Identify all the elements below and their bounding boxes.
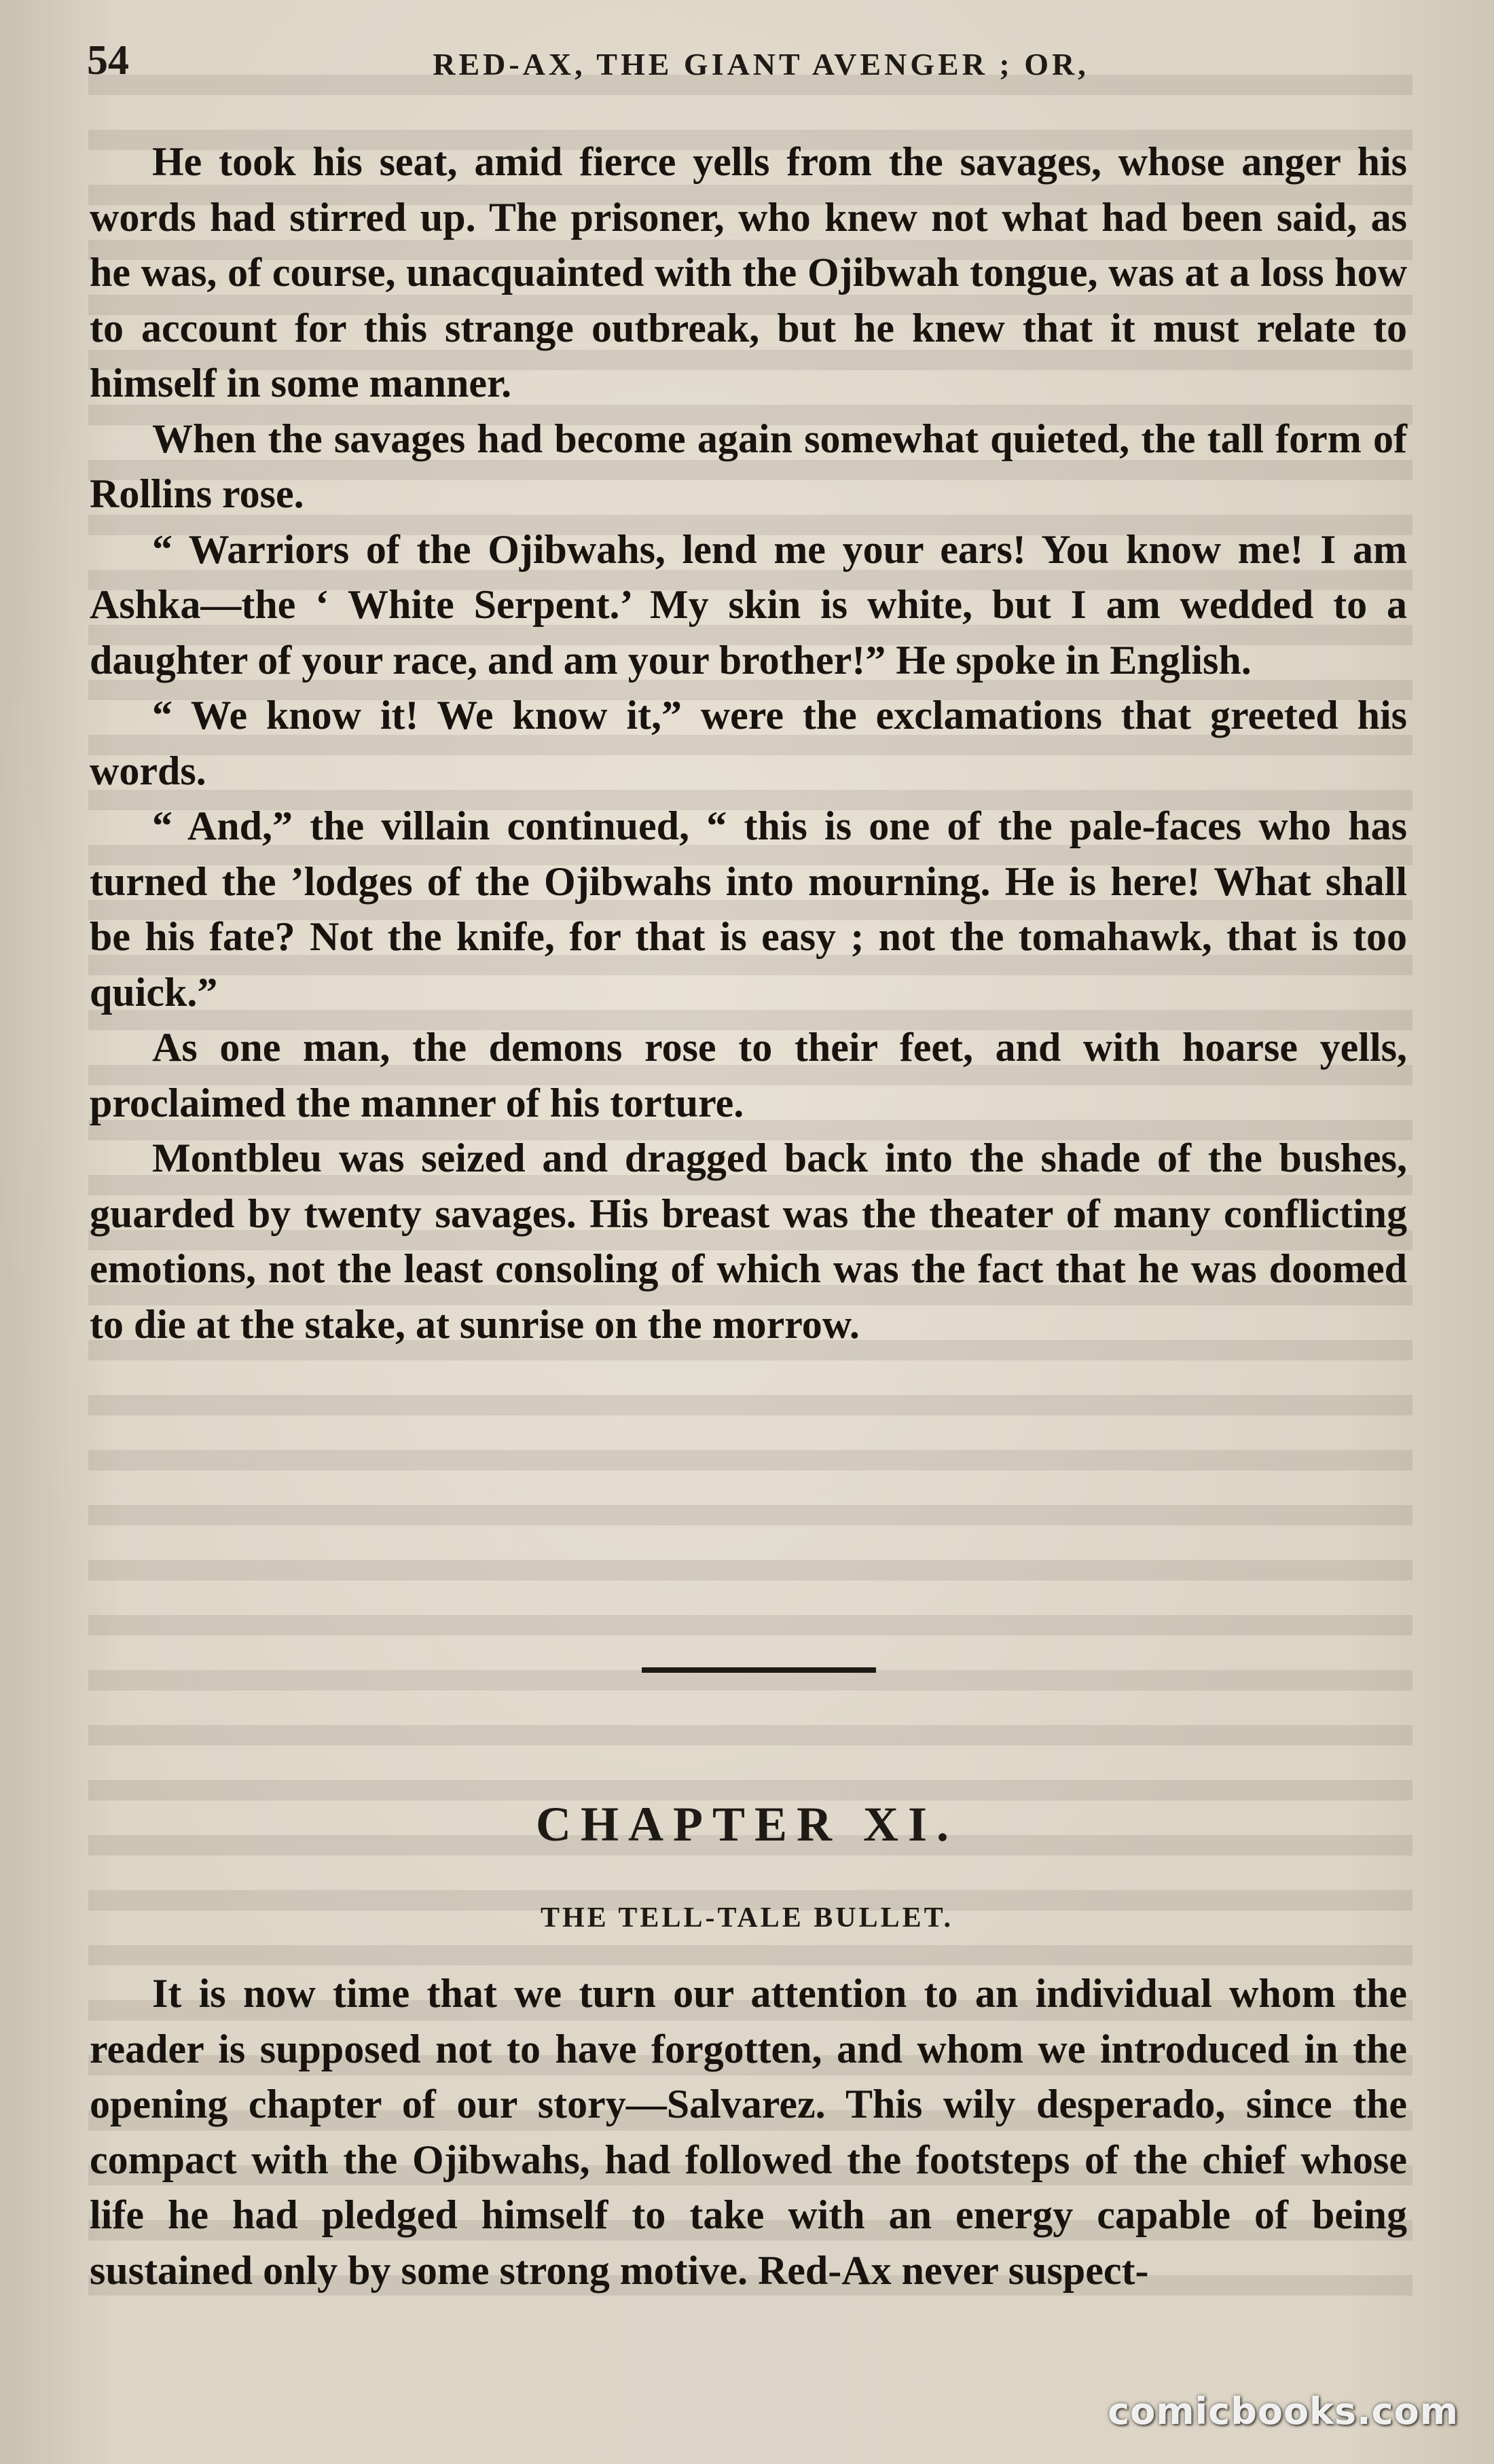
paragraph: “ Warriors of the Ojibwahs, lend me your ears! You know me! I am Ashka—the ‘ White Serpent.’ My skin is white, but I am wedded to a daughter of your race, and am your brother!” He spoke in English. bbox=[90, 526, 1407, 683]
paragraph: It is now time that we turn our attention to an individual whom the reader is supposed not to have forgotten, and whom we introduced in the opening chapter of our story—Salvarez. This wily desperado, since the compact with the Ojibwahs, had followed the footsteps of the chief whose life he had pledged himself to take with an energy capable of being sustained only by some strong motive. Red-Ax never suspect- bbox=[90, 1971, 1407, 2293]
section-divider bbox=[642, 1667, 876, 1673]
paragraph: When the savages had become again somewhat quieted, the tall form of Rollins rose. bbox=[90, 416, 1407, 516]
paragraph: “ And,” the villain continued, “ this is one of the pale-faces who has turned the ’lodges of the Ojibwahs into mourning. He is here! What shall be his fate? Not the knife, for that is easy ; not the tomahawk, that is too quick.” bbox=[90, 803, 1407, 1015]
paragraph: As one man, the demons rose to their feet, and with hoarse yells, proclaimed the manner of his torture. bbox=[90, 1025, 1407, 1125]
page-number: 54 bbox=[87, 37, 129, 84]
running-head: RED-AX, THE GIANT AVENGER ; OR, bbox=[433, 47, 1089, 81]
watermark: comicbooks.com bbox=[1108, 2390, 1459, 2433]
chapter-text bbox=[90, 1966, 1407, 2298]
body-text bbox=[90, 134, 1407, 1352]
paragraph: He took his seat, amid fierce yells from the savages, whose anger his words had stirred up. The prisoner, who knew not what had been said, as he was, of course, unacquainted with the Ojibwah tongue, was at a loss how to account for this strange outbreak, but he knew that it must relate to himself in some manner. bbox=[90, 139, 1407, 405]
page-header bbox=[80, 31, 1415, 92]
chapter-title: CHAPTER XI. bbox=[535, 1797, 959, 1851]
paragraph: Montbleu was seized and dragged back into the shade of the bushes, guarded by twenty savages. His breast was the theater of many conflicting emotions, not the least consoling of which was the fact that he was doomed to die at the stake, at sunrise on the morrow. bbox=[90, 1136, 1407, 1347]
paragraph: “ We know it! We know it,” were the exclamations that greeted his words. bbox=[90, 693, 1407, 793]
chapter-subtitle: THE TELL-TALE BULLET. bbox=[540, 1902, 953, 1934]
